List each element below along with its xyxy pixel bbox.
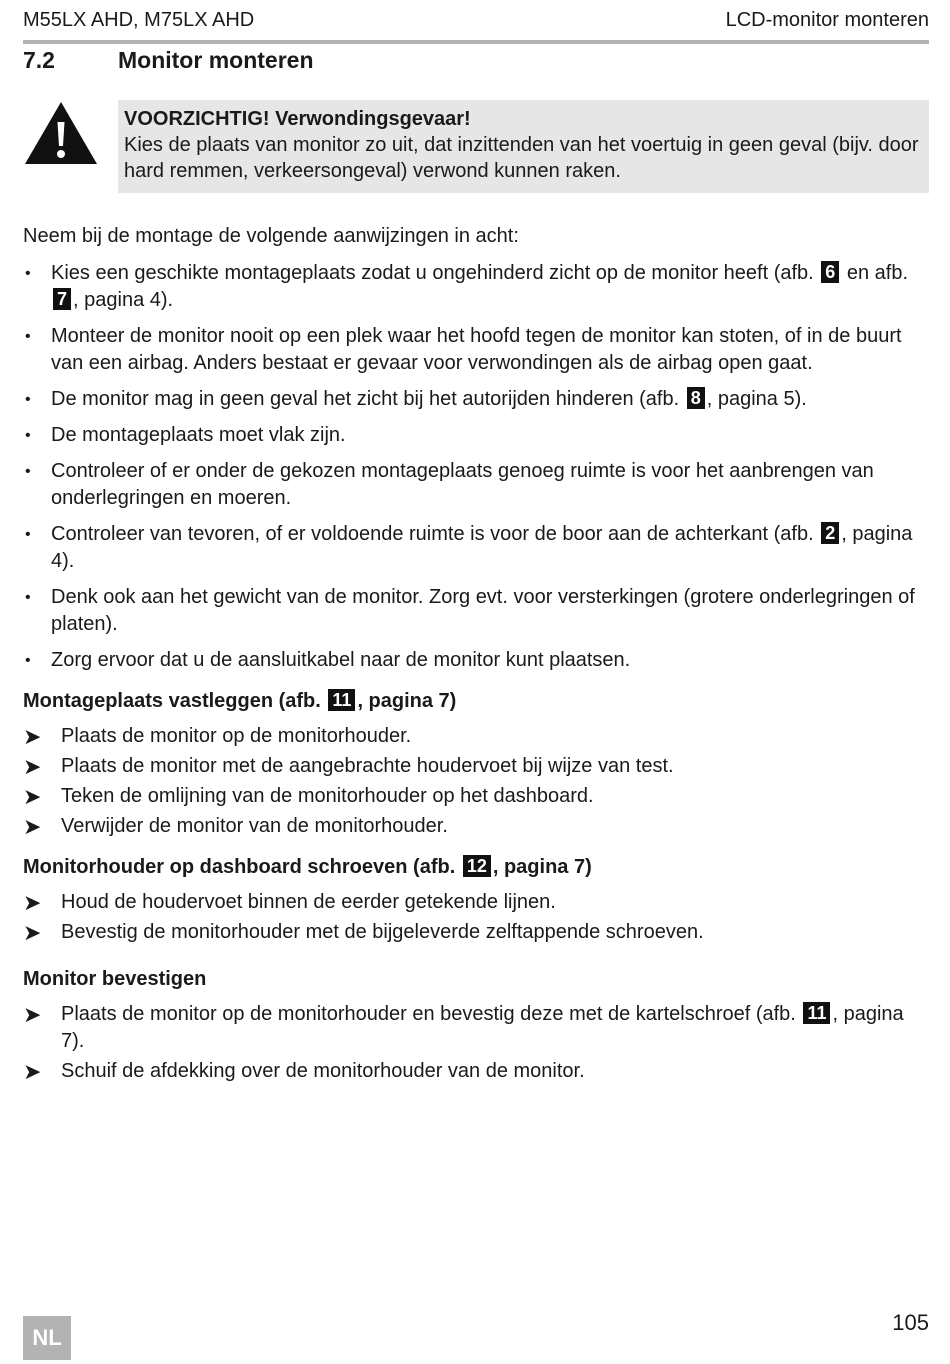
subheading-monitorhouder bbox=[23, 854, 929, 881]
step-text: Plaats de monitor op de monitorhouder en bevestig deze met de kartelschroef (afb. bbox=[61, 1003, 796, 1025]
step-list bbox=[23, 889, 929, 946]
header-chapter: LCD-monitor monteren bbox=[725, 9, 929, 31]
subheading-text: Montageplaats vastleggen (afb. bbox=[23, 690, 321, 712]
subheading-montageplaats bbox=[23, 688, 929, 715]
list-item bbox=[23, 422, 929, 449]
step-text: , pagina 7). bbox=[61, 1003, 904, 1052]
subheading-text: Monitorhouder op dashboard schroeven (afb. bbox=[23, 856, 456, 878]
figure-ref-badge: 11 bbox=[328, 689, 355, 711]
section-number: 7.2 bbox=[23, 47, 55, 73]
step-item: ➤ Plaats de monitor op de monitorhouder. bbox=[23, 723, 929, 750]
step-item: ➤ Bevestig de monitorhouder met de bijgeleverde zelftappende schroeven. bbox=[23, 919, 929, 946]
figure-ref-badge: 2 bbox=[821, 522, 839, 544]
list-item bbox=[23, 323, 929, 377]
step-list bbox=[23, 1001, 929, 1085]
figure-ref-badge: 12 bbox=[463, 855, 491, 877]
list-item-text: De monitor mag in geen geval het zicht bij het autorijden hinderen (afb. bbox=[51, 388, 680, 410]
subheading-monitor-bevestigen: Monitor bevestigen bbox=[23, 968, 207, 990]
list-item-text: Controleer van tevoren, of er voldoende ruimte is voor de boor aan de achterkant (afb. bbox=[51, 523, 814, 545]
page bbox=[23, 0, 929, 1088]
list-item bbox=[23, 386, 929, 413]
figure-ref-badge: 6 bbox=[821, 261, 839, 283]
language-badge: NL bbox=[23, 1316, 71, 1360]
list-item-text: en afb. bbox=[846, 262, 909, 284]
list-item bbox=[23, 647, 929, 674]
section-title: Monitor monteren bbox=[118, 47, 314, 73]
warning-triangle-icon bbox=[23, 100, 99, 166]
figure-ref-badge: 11 bbox=[803, 1002, 830, 1024]
step-item bbox=[23, 1001, 929, 1055]
header-model: M55LX AHD, M75LX AHD bbox=[23, 9, 255, 31]
list-item-text: , pagina 4). bbox=[73, 289, 174, 311]
subheading-text: , pagina 7) bbox=[357, 690, 457, 712]
step-item: ➤ Teken de omlijning van de monitorhouder op het dashboard. bbox=[23, 783, 929, 810]
list-item bbox=[23, 458, 929, 512]
list-item bbox=[23, 521, 929, 575]
figure-ref-badge: 7 bbox=[53, 288, 71, 310]
step-list bbox=[23, 723, 929, 840]
list-item-text: Controleer of er onder de gekozen montageplaats genoeg ruimte is voor het aanbrengen van onderlegringen en moeren. bbox=[51, 460, 874, 509]
list-item-text: Zorg ervoor dat u de aansluitkabel naar de monitor kunt plaatsen. bbox=[51, 649, 631, 671]
step-item: ➤ Plaats de monitor met de aangebrachte houdervoet bij wijze van test. bbox=[23, 753, 929, 780]
list-item-text: Denk ook aan het gewicht van de monitor. Zorg evt. voor versterkingen (grotere onderlegringen of platen). bbox=[51, 586, 915, 635]
list-item bbox=[23, 260, 929, 314]
warning-box bbox=[118, 100, 929, 193]
list-item-text: , pagina 5). bbox=[706, 388, 807, 410]
step-item: ➤ Verwijder de monitor van de monitorhouder. bbox=[23, 813, 929, 840]
list-item bbox=[23, 584, 929, 638]
running-header bbox=[23, 0, 929, 44]
warning-text: Kies de plaats van monitor zo uit, dat inzittenden van het voertuig in geen geval (bijv. door hard remmen, verkeersongeval) verwond kunnen raken. bbox=[124, 134, 919, 182]
instruction-list bbox=[23, 260, 929, 674]
figure-ref-badge: 8 bbox=[687, 387, 705, 409]
subheading-text: , pagina 7) bbox=[492, 856, 592, 878]
list-item-text: De montageplaats moet vlak zijn. bbox=[51, 424, 346, 446]
section-heading bbox=[23, 47, 929, 77]
page-number: 105 bbox=[892, 1310, 929, 1335]
intro-text: Neem bij de montage de volgende aanwijzingen in acht: bbox=[23, 225, 519, 247]
warning-block bbox=[23, 100, 929, 196]
warning-title: VOORZICHTIG! Verwondingsgevaar! bbox=[124, 108, 471, 130]
list-item-text: Kies een geschikte montageplaats zodat u ongehinderd zicht op de monitor heeft (afb. bbox=[51, 262, 814, 284]
list-item-text: Monteer de monitor nooit op een plek waar het hoofd tegen de monitor kan stoten, of in de buurt van een airbag. Anders bestaat er gevaar voor verwondingen als de airbag open gaat. bbox=[51, 325, 902, 374]
list-item-text: , pagina 4). bbox=[51, 523, 913, 572]
step-item: ➤ Schuif de afdekking over de monitorhouder van de monitor. bbox=[23, 1058, 929, 1085]
step-item: ➤ Houd de houdervoet binnen de eerder getekende lijnen. bbox=[23, 889, 929, 916]
